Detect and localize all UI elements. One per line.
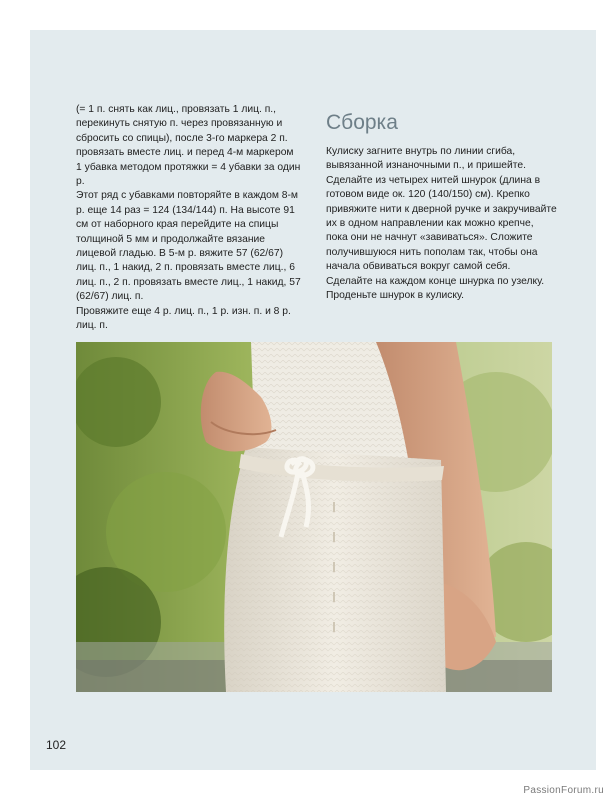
left-text-column <box>76 103 302 334</box>
paragraph-final-rows: Провяжите еще 4 р. лиц. п., 1 р. изн. п. и 8 р. лиц. п. <box>76 305 291 332</box>
paragraph-repeat-decreases: Этот ряд с убавками повторяйте в каждом 8-м р. еще 14 раз = 124 (134/144) п. На высоте 91 см от наборного края перейдите на спицы толщиной 5 мм и продолжайте вязание лицевой гладью. В 5-м р. вяжите 57 (62/67) лиц. п., 1 накид, 2 п. провязать вместе лиц., 6 лиц. п., 2 п. провязать вместе лиц., 1 накид, 57 (62/67) лиц. п. <box>76 190 301 303</box>
page-number: 102 <box>46 738 67 752</box>
section-heading: Сборка <box>326 111 398 134</box>
skirt-photo <box>76 342 552 692</box>
paragraph-decrease-continued: (= 1 п. снять как лиц., провязать 1 лиц. п., перекинуть снятую п. через провязанную и сбросить со спицы), после 3-го маркера 2 п. провязать вместе лиц. и перед 4-м маркером 1 убавка методом протяжки = 4 убавки за один р. <box>76 104 301 188</box>
right-text-column <box>326 110 558 303</box>
watermark: PassionForum.ru <box>523 785 604 796</box>
assembly-instructions: Кулиску загните внутрь по линии сгиба, вывязанной изнаночными п., и пришейте. Сделайте из четырех нитей шнурок (длина в готовом виде ок. 120 (140/150) см). Крепко привяжите нити к дверной ручке и закручивайте их в одном направлении как можно крепче, пока они не начнут «завиваться». Сложите получившуюся нить пополам так, чтобы она начала обвиваться вокруг самой себя. Сделайте на каждом конце шнурка по узелку. Проденьте шнурок в кулиску. <box>326 146 557 302</box>
